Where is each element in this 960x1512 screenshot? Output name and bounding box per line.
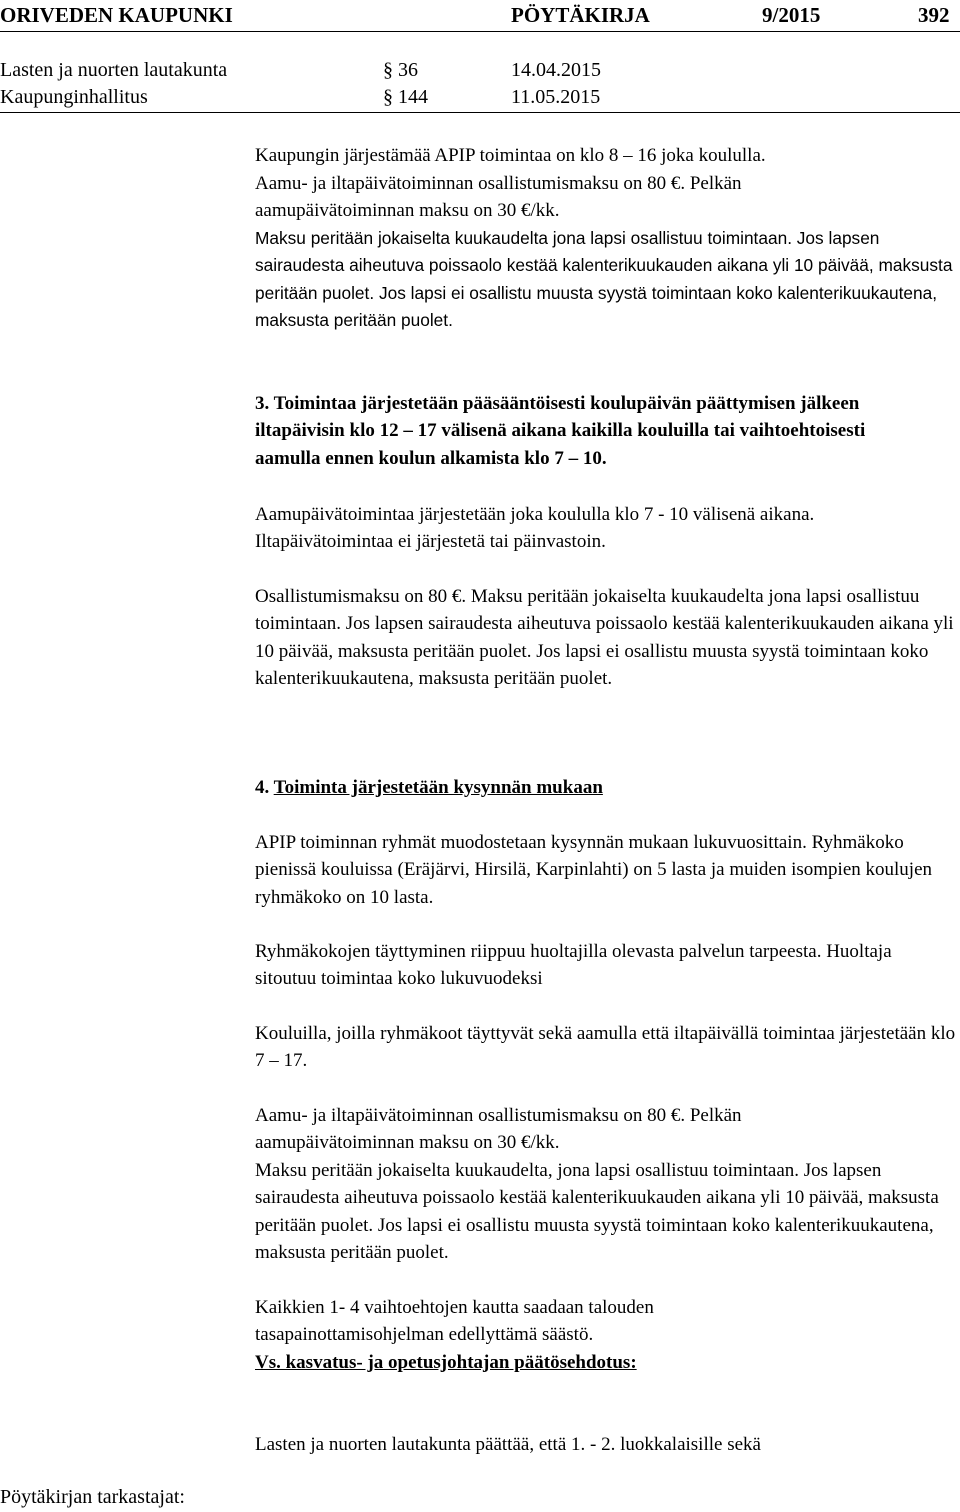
header-rule bbox=[0, 31, 960, 32]
section-4-number: 4. bbox=[255, 777, 270, 798]
minutes-number: 9/2015 bbox=[762, 3, 821, 27]
section-4-title: Toiminta järjestetään kysynnän mukaan bbox=[273, 777, 603, 798]
footer-label: Pöytäkirjan tarkastajat: bbox=[0, 1486, 185, 1508]
section-4-paragraph-5: Maksu peritään jokaiselta kuukaudelta, jona lapsi osallistuu toimintaan. Jos lapsen sairaudesta aiheutuva poissaolo kestää kalenterikuukauden aikana yli 10 päivää, maksusta peritään puolet. Jos lapsi ei osallistu muusta syystä toimintaan koko kalenterikuukautena, maksusta peritään puolet. bbox=[255, 1160, 939, 1264]
section-4-paragraph-4: Aamu- ja iltapäivätoiminnan osallistumismaksu on 80 €. Pelkän aamupäivätoiminnan maksu on 30 €/kk. bbox=[255, 1105, 742, 1154]
paragraph-billing: Maksu peritään jokaiselta kuukaudelta jona lapsi osallistuu toimintaan. Jos lapsen sairaudesta aiheutuva poissaolo kestää kalenterikuukauden aikana yli 10 päivää, maksusta peritään puolet. Jos lapsi ei osallistu muusta syystä toimintaan koko kalenterikuukautena, maksusta peritään puolet. bbox=[255, 228, 953, 331]
proposal-text: Lasten ja nuorten lautakunta päättää, että 1. - 2. luokkalaisille sekä bbox=[255, 1434, 761, 1455]
section-number: 144 bbox=[398, 86, 428, 108]
meeting-date: 11.05.2015 bbox=[511, 86, 601, 108]
meeting-body: Lasten ja nuorten lautakunta bbox=[0, 59, 228, 81]
meeting-body: Kaupunginhallitus bbox=[0, 86, 148, 108]
section-4-heading bbox=[255, 774, 960, 801]
meeting-date: 14.04.2015 bbox=[511, 59, 601, 81]
meeting-rule bbox=[0, 112, 960, 113]
paragraph-fees: Aamu- ja iltapäivätoiminnan osallistumismaksu on 80 €. Pelkän aamupäivätoiminnan maksu on 30 €/kk. bbox=[255, 173, 742, 222]
section-mark: § bbox=[383, 86, 393, 108]
proposal-heading: Vs. kasvatus- ja opetusjohtajan päätösehdotus: bbox=[255, 1352, 637, 1373]
section-4-paragraph-1: APIP toiminnan ryhmät muodostetaan kysynnän mukaan lukuvuosittain. Ryhmäkoko pienissä kouluissa (Eräjärvi, Hirsilä, Karpinlahti) on 5 lasta ja muiden isompien koulujen ryhmäkoko on 10 lasta. bbox=[255, 832, 932, 908]
section-4-paragraph-3: Kouluilla, joilla ryhmäkoot täyttyvät sekä aamulla että iltapäivällä toimintaa järjestetään klo 7 – 17. bbox=[255, 1023, 956, 1072]
page-number: 392 bbox=[918, 3, 950, 27]
organization-name: ORIVEDEN KAUPUNKI bbox=[0, 3, 233, 27]
section-3-paragraph-1: Aamupäivätoimintaa järjestetään joka koululla klo 7 - 10 välisenä aikana. Iltapäivätoimintaa ei järjestetä tai päinvastoin. bbox=[255, 504, 815, 553]
section-number: 36 bbox=[398, 59, 418, 81]
section-mark: § bbox=[383, 59, 393, 81]
section-4-paragraph-6: Kaikkien 1- 4 vaihtoehtojen kautta saadaan talouden tasapainottamisohjelman edellyttämä säästö. bbox=[255, 1297, 654, 1346]
section-3-heading: 3. Toimintaa järjestetään pääsääntöisesti koulupäivän päättymisen jälkeen iltapäivisin klo 12 – 17 välisenä aikana kaikilla kouluilla tai vaihtoehtoisesti aamulla ennen koulun alkamista klo 7 – 10. bbox=[255, 393, 866, 469]
document-type: PÖYTÄKIRJA bbox=[511, 3, 650, 27]
section-3-paragraph-2: Osallistumismaksu on 80 €. Maksu peritään jokaiselta kuukaudelta jona lapsi osallistuu toimintaan. Jos lapsen sairaudesta aiheutuva poissaolo kestää kalenterikuukauden aikana yli 10 päivää, maksusta peritään puolet. Jos lapsi ei osallistu muusta syystä toimintaan koko kalenterikuukautena, maksusta peritään puolet. bbox=[255, 586, 954, 690]
section-4-paragraph-2: Ryhmäkokojen täyttyminen riippuu huoltajilla olevasta palvelun tarpeesta. Huoltaja sitoutuu toimintaa koko lukuvuodeksi bbox=[255, 941, 892, 990]
paragraph-opening-hours: Kaupungin järjestämää APIP toimintaa on klo 8 – 16 joka koululla. bbox=[255, 145, 766, 166]
